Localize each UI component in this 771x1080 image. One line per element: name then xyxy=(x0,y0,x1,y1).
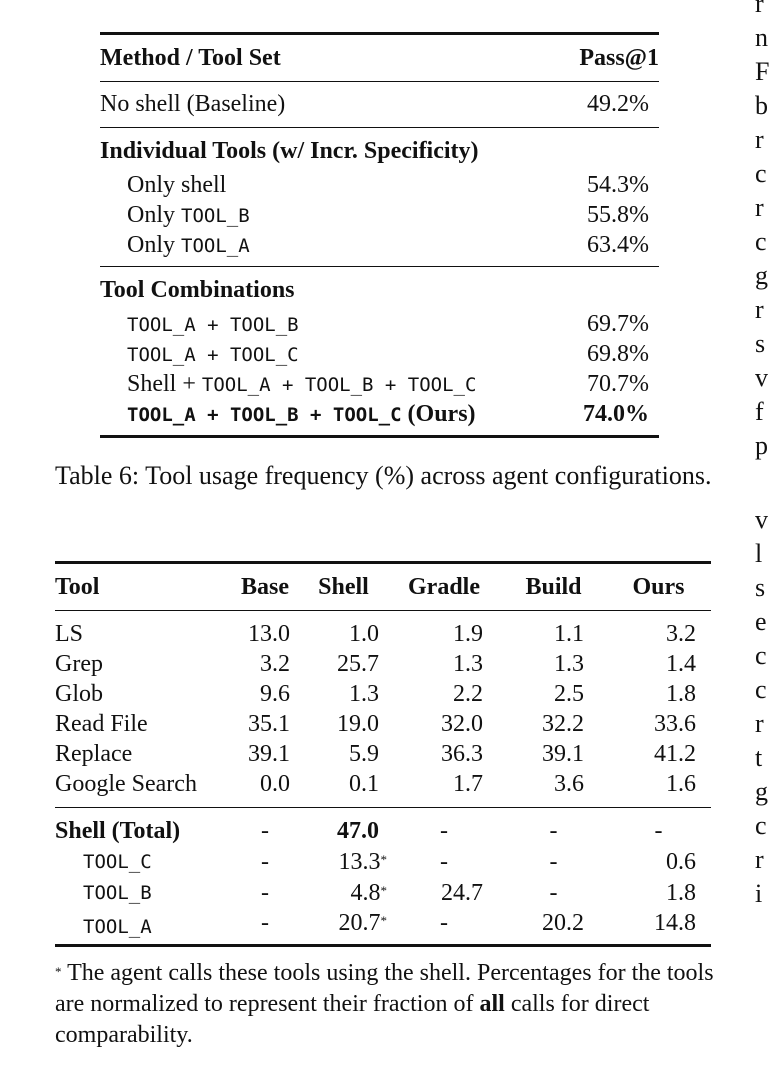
cell-value xyxy=(501,679,606,709)
ours-value: 74.0% xyxy=(583,401,649,427)
combination-rows xyxy=(100,309,659,399)
cell-number: 5.9 xyxy=(349,741,379,767)
label-tool: shell xyxy=(181,172,227,198)
tool-name: Grep xyxy=(55,651,103,677)
combination-label xyxy=(100,371,476,397)
cell-number: 35.1 xyxy=(248,711,290,737)
clipped-letter: n xyxy=(755,23,768,52)
cell-value xyxy=(606,649,711,679)
baseline-row xyxy=(100,82,659,127)
combination-value: 69.7% xyxy=(587,311,649,337)
clipped-letter: i xyxy=(755,879,763,908)
clipped-letter: F xyxy=(755,57,770,86)
clipped-letter: r xyxy=(755,193,764,222)
baseline-label: No shell (Baseline) xyxy=(100,91,286,117)
cell-value xyxy=(230,709,300,739)
cell-value xyxy=(300,611,387,650)
individual-row xyxy=(100,230,659,260)
cell-value xyxy=(300,649,387,679)
footnote-bold: all xyxy=(479,991,505,1017)
table-row xyxy=(55,769,711,808)
table-row xyxy=(55,611,711,650)
cell-dash: - xyxy=(230,908,300,946)
ours-label: TOOL_A + TOOL_B + TOOL_C xyxy=(127,404,402,426)
combination-label xyxy=(100,341,299,367)
footnote xyxy=(55,958,715,1051)
combination-row xyxy=(100,309,659,339)
individual-rows xyxy=(100,170,659,260)
clipped-letter: c xyxy=(755,641,767,670)
cell-value xyxy=(387,709,501,739)
cell-number: 1.9 xyxy=(453,621,483,647)
header-metric: Pass@1 xyxy=(579,45,659,71)
tool-name-mono: TOOL_B xyxy=(83,882,152,904)
column-header: Shell xyxy=(300,563,387,611)
cell-number: 14.8 xyxy=(654,910,696,936)
individual-value: 63.4% xyxy=(587,232,649,258)
clipped-letter: c xyxy=(755,811,767,840)
cell-number: 4.8 xyxy=(350,879,381,906)
clipped-letter: s xyxy=(755,573,766,602)
combination-row xyxy=(100,369,659,399)
cell-number: 0.6 xyxy=(666,848,696,875)
clipped-letter: g xyxy=(755,261,768,290)
ours-suffix: (Ours) xyxy=(401,401,476,427)
clipped-letter: b xyxy=(755,91,768,120)
section-title-text: Individual Tools (w/ Incr. Specificity) xyxy=(100,138,479,164)
cell-number: 1.3 xyxy=(453,651,483,677)
label-tool: TOOL_B xyxy=(181,205,250,227)
cell-number: 1.1 xyxy=(554,621,584,647)
clipped-letter: c xyxy=(755,675,767,704)
cell-value xyxy=(387,649,501,679)
cell-value xyxy=(230,739,300,769)
cell-number: 20.7 xyxy=(338,910,381,936)
cell-number: 2.5 xyxy=(554,681,584,707)
cell-number: 1.6 xyxy=(666,771,696,797)
cell-value xyxy=(230,649,300,679)
table-6-caption: Table 6: Tool usage frequency (%) across agent configurations. xyxy=(55,461,712,490)
column-header: Build xyxy=(501,563,606,611)
cell-dash: - xyxy=(440,848,448,875)
column-header: Tool xyxy=(55,563,230,611)
clipped-letter: t xyxy=(755,743,763,772)
label-prefix: Only xyxy=(127,172,181,198)
cell-number-bold: 47.0 xyxy=(337,818,379,844)
cell-value xyxy=(300,769,387,808)
footnote-text-1: The agent calls these tools using the shell. Percentages for the tools are normalized to represent their fraction of xyxy=(55,960,714,1017)
tool-name xyxy=(55,908,230,946)
table-header-row xyxy=(100,35,659,81)
clipped-letter: s xyxy=(755,329,766,358)
cell-value xyxy=(230,769,300,808)
cell-value xyxy=(606,846,711,877)
cell-value xyxy=(501,908,606,946)
cell-number: 3.2 xyxy=(666,621,696,647)
label-prefix: Only xyxy=(127,232,181,258)
table-pass-at-1 xyxy=(100,32,659,438)
combination-row xyxy=(100,339,659,369)
cell-value xyxy=(300,846,387,877)
table-row xyxy=(55,679,711,709)
cell-value xyxy=(606,739,711,769)
cell-number: 13.3 xyxy=(338,848,381,875)
cell-number: 39.1 xyxy=(248,741,290,767)
clipped-letter: r xyxy=(755,0,764,18)
cell-value xyxy=(606,877,711,908)
cell-number: 39.1 xyxy=(542,741,584,767)
cell-number: 9.6 xyxy=(260,681,290,707)
cell-value xyxy=(606,611,711,650)
table-tool-usage xyxy=(55,561,711,947)
section-title-combinations xyxy=(100,267,659,309)
individual-row xyxy=(100,200,659,230)
footnote-text-2: calls for direct comparability. xyxy=(55,991,650,1048)
tool-name xyxy=(55,846,230,877)
cell-value xyxy=(501,611,606,650)
section-title-individual xyxy=(100,128,659,170)
table-row xyxy=(55,739,711,769)
tool-name-bold: Shell (Total) xyxy=(55,818,181,844)
shell-total-row xyxy=(55,808,711,847)
cell-number: 1.3 xyxy=(349,681,379,707)
clipped-letter: r xyxy=(755,845,764,874)
cell-number: 24.7 xyxy=(441,879,483,906)
cell-number: 32.0 xyxy=(441,711,483,737)
clipped-letter: p xyxy=(755,431,768,460)
cell-value xyxy=(606,908,711,946)
combination-value: 69.8% xyxy=(587,341,649,367)
cell-value xyxy=(300,908,387,946)
individual-value: 54.3% xyxy=(587,172,649,198)
cell-dash: - xyxy=(387,808,501,847)
cell-number: 32.2 xyxy=(542,711,584,737)
individual-label xyxy=(100,172,226,198)
cell-value xyxy=(501,739,606,769)
individual-label xyxy=(100,202,250,228)
cell-value xyxy=(300,709,387,739)
tool-name: Replace xyxy=(55,741,133,767)
clipped-letter: r xyxy=(755,125,764,154)
cell-number: 0.0 xyxy=(260,771,290,797)
cell-star: * xyxy=(380,882,387,898)
label-tools: TOOL_A + TOOL_B xyxy=(127,314,299,336)
clipped-letter: v xyxy=(755,505,768,534)
cell-number: 25.7 xyxy=(337,651,379,677)
tool-name: Read File xyxy=(55,711,148,737)
cell-number: 3.2 xyxy=(260,651,290,677)
cell-number: 3.6 xyxy=(554,771,584,797)
cell-number: 1.7 xyxy=(453,771,483,797)
tool-name-mono: TOOL_C xyxy=(83,851,152,873)
cell-value xyxy=(300,739,387,769)
tool-name xyxy=(55,877,230,908)
cell-value xyxy=(387,769,501,808)
label-prefix: Shell + xyxy=(127,371,202,397)
cell-number: 33.6 xyxy=(654,711,696,737)
cell-number: 1.4 xyxy=(666,651,696,677)
clipped-letter: l xyxy=(755,539,763,568)
cell-dash: - xyxy=(606,808,711,847)
tool-usage-header xyxy=(55,563,711,611)
clipped-letter: e xyxy=(755,607,767,636)
cell-value xyxy=(387,739,501,769)
cell-number: 36.3 xyxy=(441,741,483,767)
cell-dash: - xyxy=(549,848,558,875)
cell-number: 13.0 xyxy=(248,621,290,647)
clipped-letter: c xyxy=(755,227,767,256)
ours-row xyxy=(100,399,659,429)
section-title-text: Tool Combinations xyxy=(100,277,295,303)
footnote-star: * xyxy=(55,964,62,979)
cell-value xyxy=(501,709,606,739)
cell-number: 1.0 xyxy=(349,621,379,647)
tool-name: Glob xyxy=(55,681,103,707)
clipped-letter: g xyxy=(755,777,768,806)
table-row xyxy=(55,649,711,679)
cell-value xyxy=(387,679,501,709)
shell-subtool-row xyxy=(55,877,711,908)
tool-name-mono: TOOL_A xyxy=(83,915,152,938)
cell-value xyxy=(300,808,387,847)
clipped-letter xyxy=(755,463,771,497)
baseline-value: 49.2% xyxy=(587,91,649,117)
cell-dash: - xyxy=(230,808,300,847)
label-tools: TOOL_A + TOOL_B + TOOL_C xyxy=(201,374,477,396)
cell-value xyxy=(501,769,606,808)
individual-label xyxy=(100,232,250,258)
label-tool: TOOL_A xyxy=(181,235,250,257)
tool-name: Google Search xyxy=(55,771,197,797)
cell-number: 1.3 xyxy=(554,651,584,677)
cell-value xyxy=(606,769,711,808)
cell-value xyxy=(501,649,606,679)
cell-number: 1.8 xyxy=(666,879,696,906)
cell-number: 19.0 xyxy=(337,711,379,737)
table-bottom-rule xyxy=(100,435,659,438)
clipped-letter: v xyxy=(755,363,768,392)
table-row xyxy=(55,709,711,739)
cell-dash: - xyxy=(501,808,606,847)
clipped-letter: f xyxy=(755,397,764,426)
cell-dash: - xyxy=(261,848,269,875)
cell-value xyxy=(606,709,711,739)
combination-label xyxy=(100,311,299,337)
cell-dash: - xyxy=(261,879,269,906)
cell-value xyxy=(300,877,387,908)
clipped-right-column xyxy=(755,0,771,911)
cell-dash: - xyxy=(387,908,501,946)
cell-value xyxy=(230,679,300,709)
cell-number: 41.2 xyxy=(654,741,696,767)
cell-star: * xyxy=(380,851,387,867)
header-method: Method / Tool Set xyxy=(100,45,281,71)
clipped-letter: r xyxy=(755,709,764,738)
clipped-letter: c xyxy=(755,159,767,188)
tool-name: LS xyxy=(55,621,84,647)
cell-value xyxy=(230,611,300,650)
label-tools: TOOL_A + TOOL_C xyxy=(127,344,299,366)
cell-number: 20.2 xyxy=(542,910,584,936)
cell-value xyxy=(300,679,387,709)
label-prefix: Only xyxy=(127,202,181,228)
cell-number: 2.2 xyxy=(453,681,483,707)
combination-value: 70.7% xyxy=(587,371,649,397)
cell-number: 1.8 xyxy=(666,681,696,707)
shell-subtool-row xyxy=(55,846,711,877)
column-header: Gradle xyxy=(387,563,501,611)
column-header: Ours xyxy=(606,563,711,611)
column-header: Base xyxy=(230,563,300,611)
clipped-letter: r xyxy=(755,295,764,324)
cell-value xyxy=(387,877,501,908)
tool-name xyxy=(55,808,230,847)
individual-value: 55.8% xyxy=(587,202,649,228)
shell-subtool-row xyxy=(55,908,711,946)
cell-star: * xyxy=(380,913,387,928)
cell-value xyxy=(606,679,711,709)
cell-dash: - xyxy=(549,879,558,906)
individual-row xyxy=(100,170,659,200)
cell-value xyxy=(387,611,501,650)
cell-number: 0.1 xyxy=(349,771,379,797)
